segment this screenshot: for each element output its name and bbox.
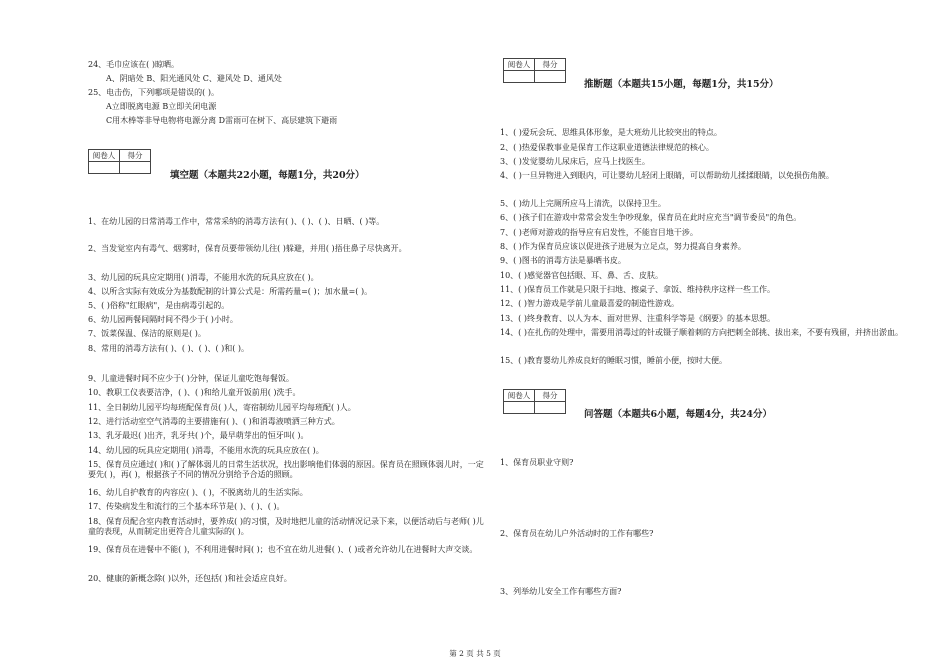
judge-q2: 2、( )热爱保教事业是保育工作这职业道德法律规范的核心。 — [500, 143, 714, 152]
judge-q15: 15、( )教育婴幼儿养成良好的睡眠习惯，睡前小便，按时大便。 — [500, 356, 727, 365]
score-cell[interactable] — [535, 402, 566, 414]
fill-score-box — [88, 149, 151, 174]
judge-q7: 7、( )老师对游戏的指导应有启发性，不能盲目地干涉。 — [500, 228, 698, 237]
fill-q20: 20、健康的新概念除( )以外，还包括( )和社会适应良好。 — [88, 574, 292, 583]
fill-q15: 15、保育员应通过( )和( )了解体弱儿的日常生活状况，找出影响他们体弱的原因。保育员在照顾体弱儿时，一定要先( )，再( )，根据孩子不同的情况分别给予合适的照顾。 — [88, 460, 484, 479]
reviewer-label: 阅卷人 — [504, 390, 535, 402]
fill-q16: 16、幼儿自护教育的内容应( )、( )，不脱离幼儿的生活实际。 — [88, 488, 308, 497]
judge-q9: 9、( )图书的消毒方法是暴晒书皮。 — [500, 256, 626, 265]
fill-q7: 7、饭菜保温、保洁的原则是( )。 — [88, 329, 206, 338]
question-25-options-ab: A立即脱离电源 B立即关闭电源 — [106, 102, 217, 111]
fill-q10: 10、教职工仪表要洁净，( )、( )和给儿童开饭前用( )洗手。 — [88, 388, 301, 397]
qa-q2: 2、保育员在幼儿户外活动时的工作有哪些? — [500, 529, 654, 538]
fill-q19: 19、保育员在进餐中不能( )，不利用进餐时间( )；也不宜在幼儿进餐( )、( )或者允许幼儿在进餐时大声交谈。 — [88, 545, 478, 554]
fill-q1: 1、在幼儿园的日常消毒工作中，常常采纳的消毒方法有( )、( )、( )、日晒、( )等。 — [88, 217, 385, 226]
fill-q18: 18、保育员配合室内教育活动时，要养成( )的习惯，及时地把儿童的活动情况记录下来，以便活动后与老师( )儿童的表现，从而制定出更符合儿童实际的( )。 — [88, 517, 484, 536]
score-label: 得分 — [535, 390, 566, 402]
fill-q2: 2、当发觉室内有毒气、烟雾时，保育员要带领幼儿往( )躲避，并用( )捂住鼻子尽快离开。 — [88, 244, 407, 253]
judge-q4: 4、( )一旦异物进入到眼内，可让婴幼儿轻闭上眼睛，可以帮助幼儿揉揉眼睛，以免损伤角膜。 — [500, 171, 834, 180]
qa-q1: 1、保育员职业守则? — [500, 458, 574, 467]
fill-q14: 14、幼儿园的玩具应定期用( )消毒，不能用水洗的玩具应放在( )。 — [88, 446, 324, 455]
judge-q3: 3、( )发觉婴幼儿尿床后，应马上找医生。 — [500, 157, 650, 166]
qa-score-box — [503, 389, 566, 414]
reviewer-cell[interactable] — [89, 162, 120, 174]
fill-q5: 5、( )俗称"红眼病"，是由病毒引起的。 — [88, 301, 230, 310]
fill-q6: 6、幼儿园两餐间隔时间不得少于( )小时。 — [88, 315, 238, 324]
question-25-options-cd: C用木棒等非导电物将电源分离 D雷雨可在树下、高层建筑下避雨 — [106, 116, 338, 125]
fill-q12: 12、进行活动室空气消毒的主要措施有( )、( )和消毒液喷洒三种方式。 — [88, 417, 340, 426]
score-cell[interactable] — [120, 162, 151, 174]
question-24: 24、毛巾应该在( )晾晒。 — [88, 60, 179, 69]
fill-q3: 3、幼儿园的玩具应定期用( )消毒，不能用水洗的玩具应放在( )。 — [88, 273, 319, 282]
judge-q5: 5、( )幼儿上完厕所应马上清洗，以保持卫生。 — [500, 199, 666, 208]
page-footer: 第 2 页 共 5 页 — [449, 649, 501, 658]
judge-q11: 11、( )保育员工作就是只限于扫地、擦桌子、拿饭、维持秩序这样一些工作。 — [500, 285, 775, 294]
score-label: 得分 — [120, 150, 151, 162]
reviewer-cell[interactable] — [504, 402, 535, 414]
reviewer-label: 阅卷人 — [504, 59, 535, 71]
fill-q9: 9、儿童进餐时间不应少于( )分钟，保证儿童吃饱每餐饭。 — [88, 374, 294, 383]
judge-q13: 13、( )终身教育、以人为本、面对世界、注重科学等是《纲要》的基本思想。 — [500, 314, 775, 323]
judge-q6: 6、( )孩子们在游戏中常常会发生争吵现象，保育员在此时应充当"调节委员"的角色。 — [500, 213, 802, 222]
judge-score-box — [503, 58, 566, 83]
fill-section-title: 填空题（本题共22小题，每题1分，共20分） — [170, 170, 365, 181]
judge-section-title: 推断题（本题共15小题，每题1分，共15分） — [584, 79, 779, 90]
qa-section-title: 问答题（本题共6小题，每题4分，共24分） — [584, 409, 772, 420]
fill-q11: 11、全日制幼儿园平均每班配保育员( )人，寄宿制幼儿园平均每班配( )人。 — [88, 403, 356, 412]
reviewer-cell[interactable] — [504, 71, 535, 83]
qa-q3: 3、列举幼儿安全工作有哪些方面? — [500, 587, 622, 596]
judge-q14: 14、( )在扎伤的处理中，需要用消毒过的针或镊子顺着刺的方向把刺全部挑、拔出来，不要有残留，并挤出淤血。 — [500, 328, 903, 337]
judge-q12: 12、( )智力游戏是学前儿童最喜爱的制造性游戏。 — [500, 299, 679, 308]
score-cell[interactable] — [535, 71, 566, 83]
judge-q10: 10、( )感觉器官包括眼、耳、鼻、舌、皮肤。 — [500, 271, 663, 280]
question-25: 25、电击伤，下列哪项是错误的( )。 — [88, 88, 219, 97]
reviewer-label: 阅卷人 — [89, 150, 120, 162]
fill-q8: 8、常用的消毒方法有( )、( )、( )、( )和( )。 — [88, 344, 250, 353]
fill-q4: 4、以所含实际有效成分为基数配制的计算公式是：所需药量=( )；加水量=( )。 — [88, 287, 373, 296]
question-24-options: A、阴暗处 B、阳光通风处 C、避风处 D、通风处 — [106, 74, 282, 83]
judge-q1: 1、( )爱玩会玩、思维具体形象，是大班幼儿比较突出的特点。 — [500, 128, 722, 137]
score-label: 得分 — [535, 59, 566, 71]
fill-q17: 17、传染病发生和流行的三个基本环节是( )、( )、( )。 — [88, 502, 285, 511]
judge-q8: 8、( )作为保育员应该以促进孩子进展为立足点，努力提高自身素养。 — [500, 242, 746, 251]
fill-q13: 13、乳牙最迟( )出齐，乳牙共( )个，最早萌芽出的恒牙叫( )。 — [88, 431, 309, 440]
